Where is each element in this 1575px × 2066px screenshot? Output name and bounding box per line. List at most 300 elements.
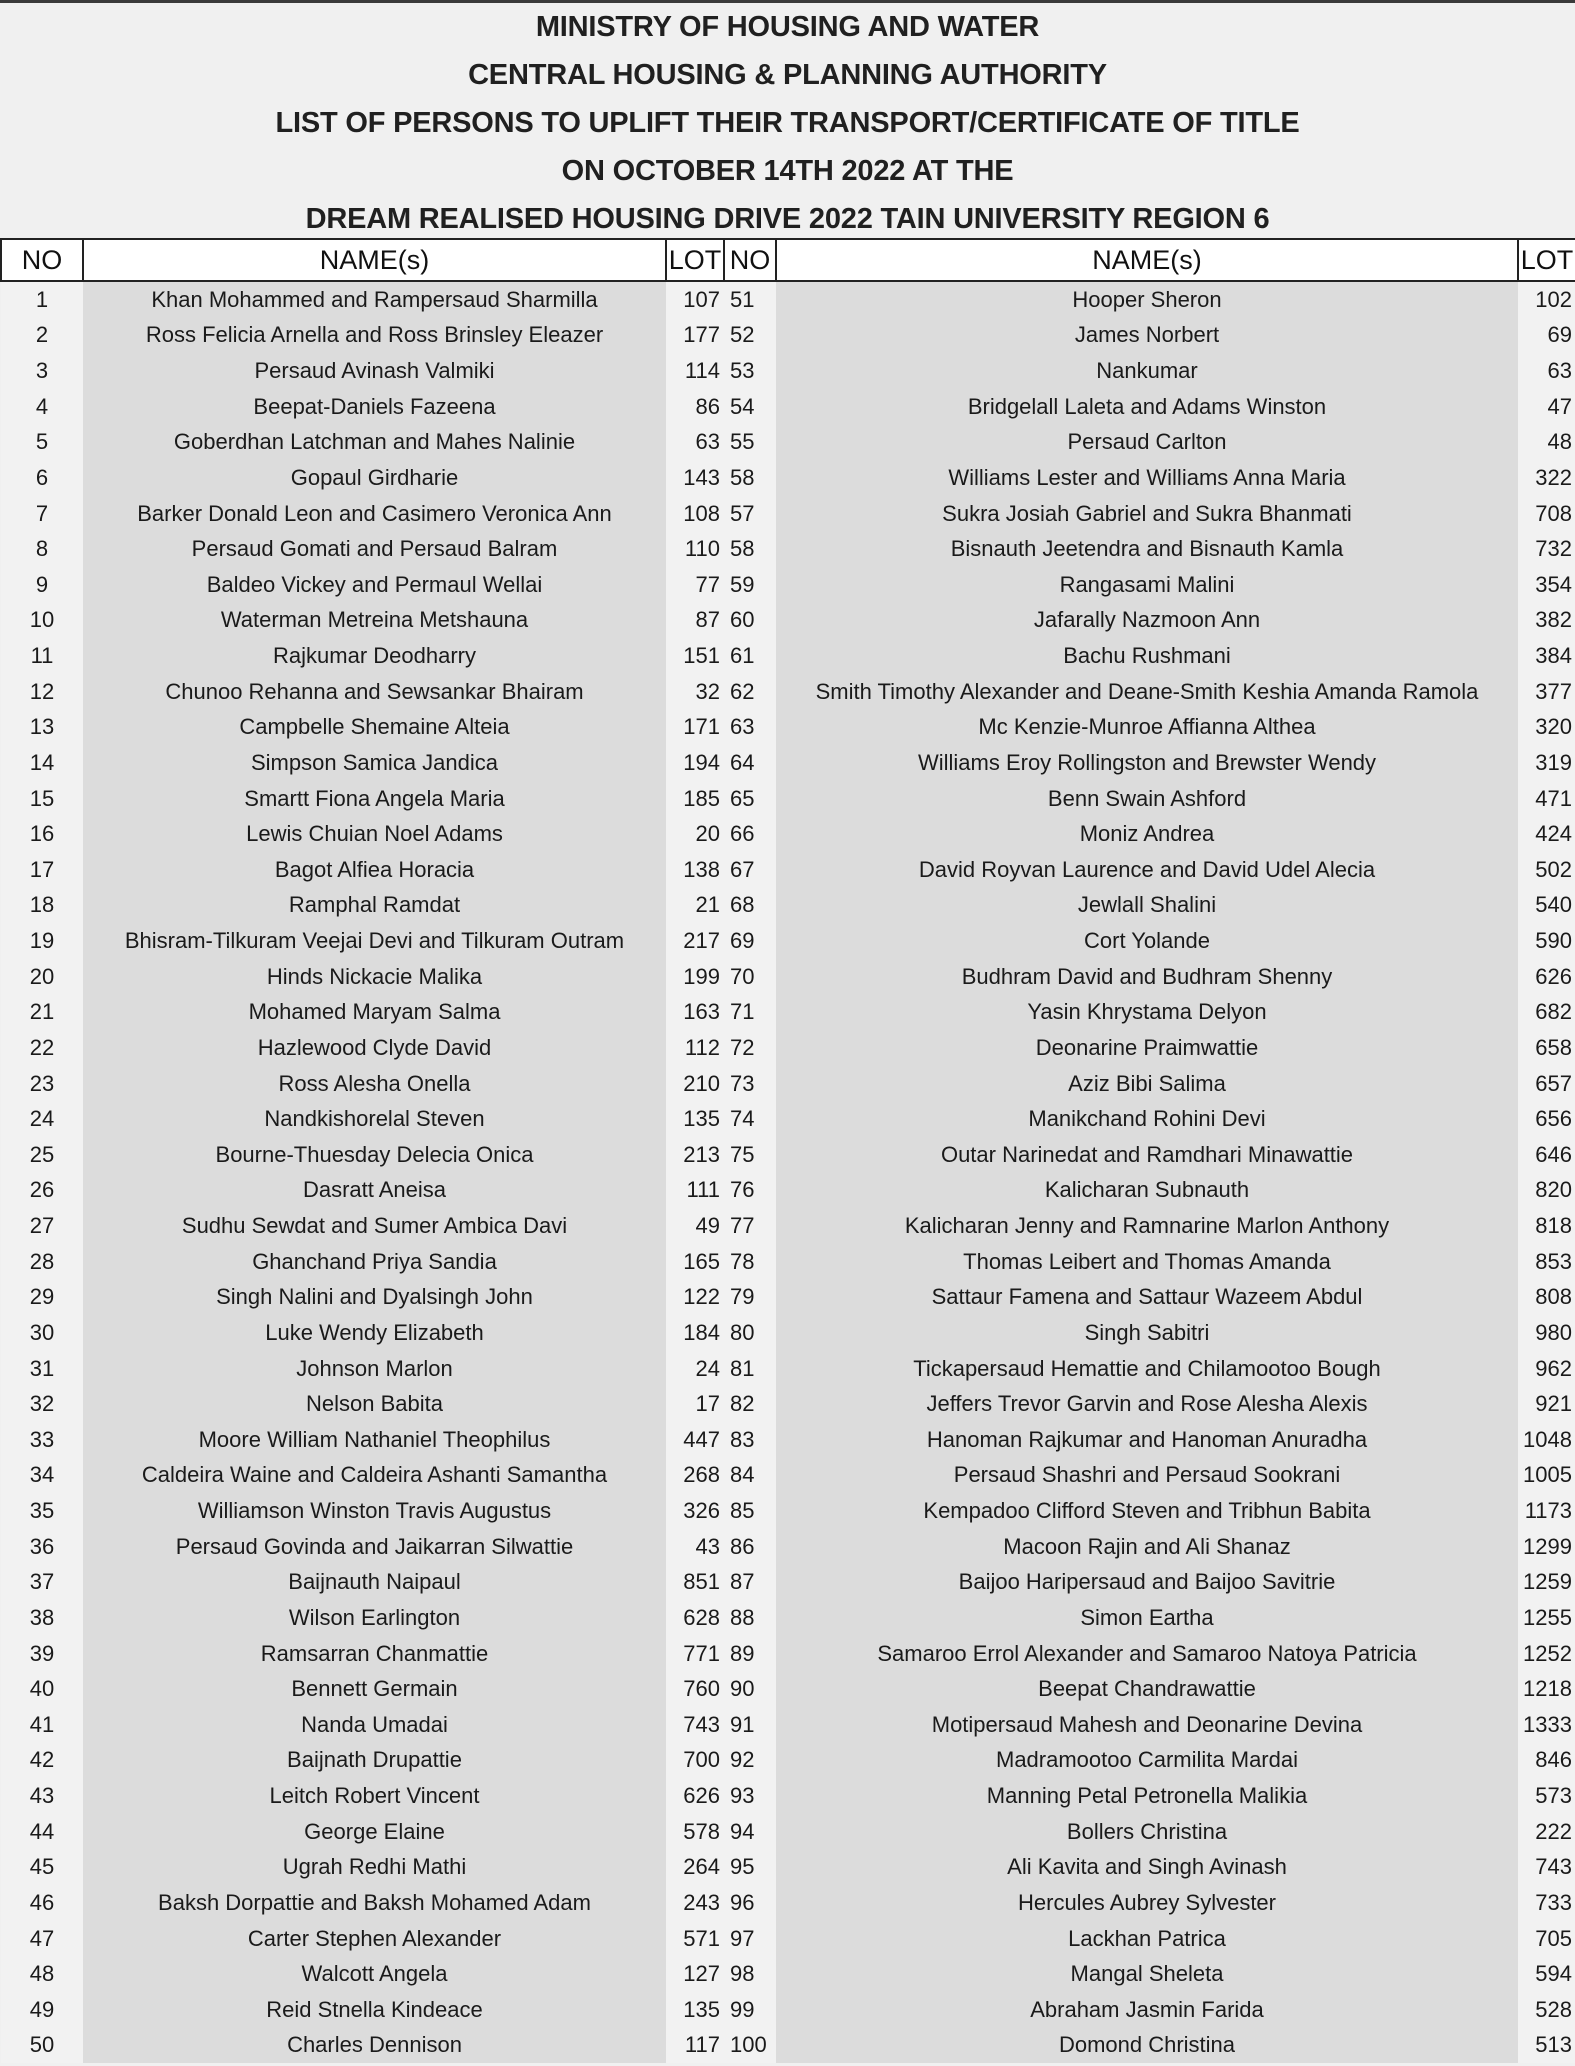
row-names-right: Cort Yolande [776,923,1518,959]
row-lot: 700 [666,1743,724,1779]
row-number: 31 [1,1351,83,1387]
row-lot-right: 657 [1518,1066,1575,1102]
row-lot-right: 1048 [1518,1422,1575,1458]
row-lot: 578 [666,1814,724,1850]
table-row [1,1493,1575,1529]
header-line-authority: CENTRAL HOUSING & PLANNING AUTHORITY [468,59,1107,91]
row-lot-right: 382 [1518,603,1575,639]
row-names-right: Persaud Shashri and Persaud Sookrani [776,1458,1518,1494]
row-lot: 122 [666,1280,724,1316]
row-names-right: Hooper Sheron [776,281,1518,318]
row-lot: 17 [666,1386,724,1422]
row-number-right: 78 [724,1244,776,1280]
row-lot-right: 319 [1518,745,1575,781]
table-row [1,710,1575,746]
row-number: 50 [1,2028,83,2064]
row-names: Walcott Angela [83,1956,666,1992]
row-lot-right: 502 [1518,852,1575,888]
table-row [1,959,1575,995]
table-row [1,1921,1575,1957]
row-number-right: 62 [724,674,776,710]
table-row [1,1422,1575,1458]
table-row [1,1208,1575,1244]
row-lot: 114 [666,353,724,389]
row-names-right: David Royvan Laurence and David Udel Alecia [776,852,1518,888]
row-lot: 20 [666,816,724,852]
row-lot: 165 [666,1244,724,1280]
row-names-right: Singh Sabitri [776,1315,1518,1351]
row-names: Ramsarran Chanmattie [83,1636,666,1672]
row-names-right: Deonarine Praimwattie [776,1030,1518,1066]
row-lot-right: 1005 [1518,1458,1575,1494]
row-lot-right: 705 [1518,1921,1575,1957]
row-lot-right: 808 [1518,1280,1575,1316]
row-lot: 177 [666,318,724,354]
row-names: Singh Nalini and Dyalsingh John [83,1280,666,1316]
row-names-right: Jafarally Nazmoon Ann [776,603,1518,639]
row-number-right: 79 [724,1280,776,1316]
row-lot: 87 [666,603,724,639]
row-number-right: 55 [724,425,776,461]
row-number: 30 [1,1315,83,1351]
row-names: Simpson Samica Jandica [83,745,666,781]
row-names-right: Manikchand Rohini Devi [776,1101,1518,1137]
table-row [1,674,1575,710]
row-number: 33 [1,1422,83,1458]
row-number-right: 53 [724,353,776,389]
row-number: 17 [1,852,83,888]
row-lot: 743 [666,1707,724,1743]
row-names: George Elaine [83,1814,666,1850]
row-names-right: Nankumar [776,353,1518,389]
row-names: Caldeira Waine and Caldeira Ashanti Samantha [83,1458,666,1494]
row-lot: 268 [666,1458,724,1494]
row-lot: 111 [666,1173,724,1209]
row-names: Moore William Nathaniel Theophilus [83,1422,666,1458]
row-lot-right: 424 [1518,816,1575,852]
row-lot-right: 1299 [1518,1529,1575,1565]
table-row [1,389,1575,425]
row-number: 43 [1,1778,83,1814]
row-number-right: 84 [724,1458,776,1494]
row-lot: 108 [666,496,724,532]
table-row [1,1956,1575,1992]
row-names-right: Jeffers Trevor Garvin and Rose Alesha Alexis [776,1386,1518,1422]
row-names-right: Sattaur Famena and Sattaur Wazeem Abdul [776,1280,1518,1316]
row-number-right: 87 [724,1565,776,1601]
row-number: 10 [1,603,83,639]
table-row [1,1386,1575,1422]
table-row [1,1992,1575,2028]
row-number: 14 [1,745,83,781]
row-lot-right: 656 [1518,1101,1575,1137]
row-names-right: Bachu Rushmani [776,638,1518,674]
row-names-right: Benn Swain Ashford [776,781,1518,817]
row-names-right: Macoon Rajin and Ali Shanaz [776,1529,1518,1565]
row-names: Smartt Fiona Angela Maria [83,781,666,817]
table-row [1,1565,1575,1601]
table-row [1,1743,1575,1779]
row-number-right: 64 [724,745,776,781]
row-names-right: Kempadoo Clifford Steven and Tribhun Babita [776,1493,1518,1529]
row-lot-right: 733 [1518,1885,1575,1921]
column-header-no-right: NO [724,239,776,281]
row-lot-right: 1259 [1518,1565,1575,1601]
table-row [1,888,1575,924]
row-names-right: Samaroo Errol Alexander and Samaroo Natoya Patricia [776,1636,1518,1672]
row-lot-right: 743 [1518,1850,1575,1886]
row-lot-right: 853 [1518,1244,1575,1280]
row-lot: 163 [666,995,724,1031]
table-row [1,1529,1575,1565]
row-names-right: Simon Eartha [776,1600,1518,1636]
row-lot: 213 [666,1137,724,1173]
table-row [1,496,1575,532]
row-lot: 86 [666,389,724,425]
row-names: Bhisram-Tilkuram Veejai Devi and Tilkuram Outram [83,923,666,959]
row-lot: 626 [666,1778,724,1814]
row-names-right: Budhram David and Budhram Shenny [776,959,1518,995]
table-row [1,2028,1575,2064]
row-names-right: Motipersaud Mahesh and Deonarine Devina [776,1707,1518,1743]
row-names-right: Bollers Christina [776,1814,1518,1850]
row-lot-right: 377 [1518,674,1575,710]
row-names-right: Outar Narinedat and Ramdhari Minawattie [776,1137,1518,1173]
row-lot: 32 [666,674,724,710]
row-number-right: 83 [724,1422,776,1458]
row-lot-right: 921 [1518,1386,1575,1422]
row-lot-right: 471 [1518,781,1575,817]
row-number-right: 58 [724,460,776,496]
table-row [1,353,1575,389]
row-names: Persaud Gomati and Persaud Balram [83,531,666,567]
row-number-right: 97 [724,1921,776,1957]
row-number-right: 63 [724,710,776,746]
row-lot-right: 1255 [1518,1600,1575,1636]
row-names-right: Mc Kenzie-Munroe Affianna Althea [776,710,1518,746]
row-number-right: 75 [724,1137,776,1173]
row-number-right: 93 [724,1778,776,1814]
row-names-right: Smith Timothy Alexander and Deane-Smith Keshia Amanda Ramola [776,674,1518,710]
row-names: Lewis Chuian Noel Adams [83,816,666,852]
row-lot: 199 [666,959,724,995]
row-number: 15 [1,781,83,817]
row-number: 3 [1,353,83,389]
row-number-right: 99 [724,1992,776,2028]
table-row [1,638,1575,674]
row-number: 13 [1,710,83,746]
row-lot-right: 708 [1518,496,1575,532]
row-lot-right: 818 [1518,1208,1575,1244]
table-row [1,1885,1575,1921]
table-row [1,567,1575,603]
row-names: Bourne-Thuesday Delecia Onica [83,1137,666,1173]
row-lot-right: 1173 [1518,1493,1575,1529]
row-number-right: 94 [724,1814,776,1850]
table-row [1,531,1575,567]
row-names-right: Lackhan Patrica [776,1921,1518,1957]
row-number-right: 74 [724,1101,776,1137]
row-lot-right: 384 [1518,638,1575,674]
row-number: 39 [1,1636,83,1672]
row-names: Carter Stephen Alexander [83,1921,666,1957]
row-number-right: 59 [724,567,776,603]
row-names: Bennett Germain [83,1671,666,1707]
row-names-right: Hercules Aubrey Sylvester [776,1885,1518,1921]
row-number-right: 70 [724,959,776,995]
table-row [1,745,1575,781]
row-lot: 217 [666,923,724,959]
row-lot-right: 528 [1518,1992,1575,2028]
persons-table [0,238,1575,2063]
table-row [1,1244,1575,1280]
row-number-right: 58 [724,531,776,567]
row-number: 35 [1,1493,83,1529]
row-lot: 571 [666,1921,724,1957]
row-number: 36 [1,1529,83,1565]
row-names: Persaud Govinda and Jaikarran Silwattie [83,1529,666,1565]
row-number: 8 [1,531,83,567]
row-names-right: Williams Eroy Rollingston and Brewster Wendy [776,745,1518,781]
row-names: Nelson Babita [83,1386,666,1422]
row-number-right: 82 [724,1386,776,1422]
row-names: Ross Alesha Onella [83,1066,666,1102]
row-names: Ross Felicia Arnella and Ross Brinsley Eleazer [83,318,666,354]
row-names-right: Baijoo Haripersaud and Baijoo Savitrie [776,1565,1518,1601]
row-names: Goberdhan Latchman and Mahes Nalinie [83,425,666,461]
row-lot-right: 69 [1518,318,1575,354]
row-lot: 628 [666,1600,724,1636]
table-row [1,460,1575,496]
row-names: Leitch Robert Vincent [83,1778,666,1814]
row-lot-right: 63 [1518,353,1575,389]
row-names-right: Manning Petal Petronella Malikia [776,1778,1518,1814]
row-lot-right: 513 [1518,2028,1575,2064]
row-names: Bagot Alfiea Horacia [83,852,666,888]
row-number-right: 77 [724,1208,776,1244]
row-names: Campbelle Shemaine Alteia [83,710,666,746]
row-lot-right: 320 [1518,710,1575,746]
row-names: Sudhu Sewdat and Sumer Ambica Davi [83,1208,666,1244]
row-number-right: 72 [724,1030,776,1066]
row-number-right: 90 [724,1671,776,1707]
row-number-right: 95 [724,1850,776,1886]
row-lot-right: 646 [1518,1137,1575,1173]
row-number-right: 54 [724,389,776,425]
row-names: Baijnauth Naipaul [83,1565,666,1601]
row-number: 2 [1,318,83,354]
row-lot: 135 [666,1992,724,2028]
table-row [1,1280,1575,1316]
row-names: Nanda Umadai [83,1707,666,1743]
row-number-right: 80 [724,1315,776,1351]
row-number-right: 60 [724,603,776,639]
row-names: Wilson Earlington [83,1600,666,1636]
row-lot: 151 [666,638,724,674]
row-number: 18 [1,888,83,924]
table-row [1,1778,1575,1814]
row-names: Nandkishorelal Steven [83,1101,666,1137]
row-lot-right: 1333 [1518,1707,1575,1743]
row-names: Waterman Metreina Metshauna [83,603,666,639]
row-lot: 43 [666,1529,724,1565]
row-number-right: 71 [724,995,776,1031]
row-names-right: Bisnauth Jeetendra and Bisnauth Kamla [776,531,1518,567]
row-lot-right: 594 [1518,1956,1575,1992]
row-names-right: Madramootoo Carmilita Mardai [776,1743,1518,1779]
row-names: Mohamed Maryam Salma [83,995,666,1031]
row-lot: 112 [666,1030,724,1066]
row-names: Baijnath Drupattie [83,1743,666,1779]
row-lot: 107 [666,281,724,318]
header-line-date: ON OCTOBER 14TH 2022 AT THE [561,155,1014,187]
row-number-right: 57 [724,496,776,532]
row-names: Ramphal Ramdat [83,888,666,924]
row-names-right: Bridgelall Laleta and Adams Winston [776,389,1518,425]
table-row [1,923,1575,959]
table-row [1,1066,1575,1102]
row-lot-right: 626 [1518,959,1575,995]
row-lot: 326 [666,1493,724,1529]
row-lot: 760 [666,1671,724,1707]
row-names-right: Aziz Bibi Salima [776,1066,1518,1102]
row-number: 37 [1,1565,83,1601]
row-names-right: Tickapersaud Hemattie and Chilamootoo Bough [776,1351,1518,1387]
row-number: 45 [1,1850,83,1886]
table-row [1,1315,1575,1351]
row-lot: 171 [666,710,724,746]
row-lot: 21 [666,888,724,924]
table-row [1,1600,1575,1636]
table-row [1,281,1575,318]
row-number-right: 91 [724,1707,776,1743]
row-names-right: Jewlall Shalini [776,888,1518,924]
row-number-right: 88 [724,1600,776,1636]
row-number-right: 65 [724,781,776,817]
table-row [1,1030,1575,1066]
row-lot: 138 [666,852,724,888]
row-lot-right: 1218 [1518,1671,1575,1707]
row-number-right: 92 [724,1743,776,1779]
row-number: 49 [1,1992,83,2028]
row-names: Persaud Avinash Valmiki [83,353,666,389]
column-header-names-right: NAME(s) [776,239,1518,281]
row-names: Hazlewood Clyde David [83,1030,666,1066]
column-header-lot: LOT [666,239,724,281]
row-number: 41 [1,1707,83,1743]
row-lot: 49 [666,1208,724,1244]
table-row [1,852,1575,888]
row-number-right: 89 [724,1636,776,1672]
row-names: Johnson Marlon [83,1351,666,1387]
table-body [1,281,1575,2063]
row-names: Gopaul Girdharie [83,460,666,496]
row-names: Dasratt Aneisa [83,1173,666,1209]
row-number: 16 [1,816,83,852]
row-names-right: Domond Christina [776,2028,1518,2064]
row-number: 7 [1,496,83,532]
row-lot: 771 [666,1636,724,1672]
row-lot-right: 540 [1518,888,1575,924]
row-lot-right: 322 [1518,460,1575,496]
row-lot: 110 [666,531,724,567]
column-header-no: NO [1,239,83,281]
table-row [1,1173,1575,1209]
row-lot: 264 [666,1850,724,1886]
row-number: 9 [1,567,83,603]
row-names-right: Ali Kavita and Singh Avinash [776,1850,1518,1886]
row-lot-right: 732 [1518,531,1575,567]
row-number: 40 [1,1671,83,1707]
row-lot: 243 [666,1885,724,1921]
row-lot-right: 102 [1518,281,1575,318]
row-number-right: 52 [724,318,776,354]
row-names: Baldeo Vickey and Permaul Wellai [83,567,666,603]
row-names-right: Thomas Leibert and Thomas Amanda [776,1244,1518,1280]
row-lot-right: 354 [1518,567,1575,603]
table-row [1,1707,1575,1743]
row-lot-right: 658 [1518,1030,1575,1066]
row-names-right: Yasin Khrystama Delyon [776,995,1518,1031]
table-row [1,781,1575,817]
row-number-right: 86 [724,1529,776,1565]
row-lot-right: 48 [1518,425,1575,461]
row-number-right: 66 [724,816,776,852]
document-header [0,3,1575,238]
row-lot: 143 [666,460,724,496]
table-row [1,1636,1575,1672]
row-number: 47 [1,1921,83,1957]
table-row [1,318,1575,354]
row-names: Khan Mohammed and Rampersaud Sharmilla [83,281,666,318]
table-row [1,603,1575,639]
header-line-event: DREAM REALISED HOUSING DRIVE 2022 TAIN UNIVERSITY REGION 6 [305,203,1270,235]
row-names-right: Mangal Sheleta [776,1956,1518,1992]
row-number: 48 [1,1956,83,1992]
row-lot: 77 [666,567,724,603]
row-number-right: 98 [724,1956,776,1992]
row-number: 22 [1,1030,83,1066]
row-number: 29 [1,1280,83,1316]
row-number: 46 [1,1885,83,1921]
row-names-right: Moniz Andrea [776,816,1518,852]
row-lot: 63 [666,425,724,461]
row-lot-right: 846 [1518,1743,1575,1779]
row-number: 11 [1,638,83,674]
row-number: 12 [1,674,83,710]
table-row [1,1671,1575,1707]
row-number: 32 [1,1386,83,1422]
table-row [1,1850,1575,1886]
row-names: Rajkumar Deodharry [83,638,666,674]
row-number: 19 [1,923,83,959]
row-number: 25 [1,1137,83,1173]
row-lot: 117 [666,2028,724,2064]
row-number: 34 [1,1458,83,1494]
column-header-names: NAME(s) [83,239,666,281]
row-names-right: Abraham Jasmin Farida [776,1992,1518,2028]
row-names: Luke Wendy Elizabeth [83,1315,666,1351]
row-number: 6 [1,460,83,496]
row-number-right: 100 [724,2028,776,2064]
row-number: 38 [1,1600,83,1636]
row-number-right: 81 [724,1351,776,1387]
row-names: Baksh Dorpattie and Baksh Mohamed Adam [83,1885,666,1921]
row-number-right: 73 [724,1066,776,1102]
row-lot: 184 [666,1315,724,1351]
table-row [1,1458,1575,1494]
row-lot-right: 573 [1518,1778,1575,1814]
